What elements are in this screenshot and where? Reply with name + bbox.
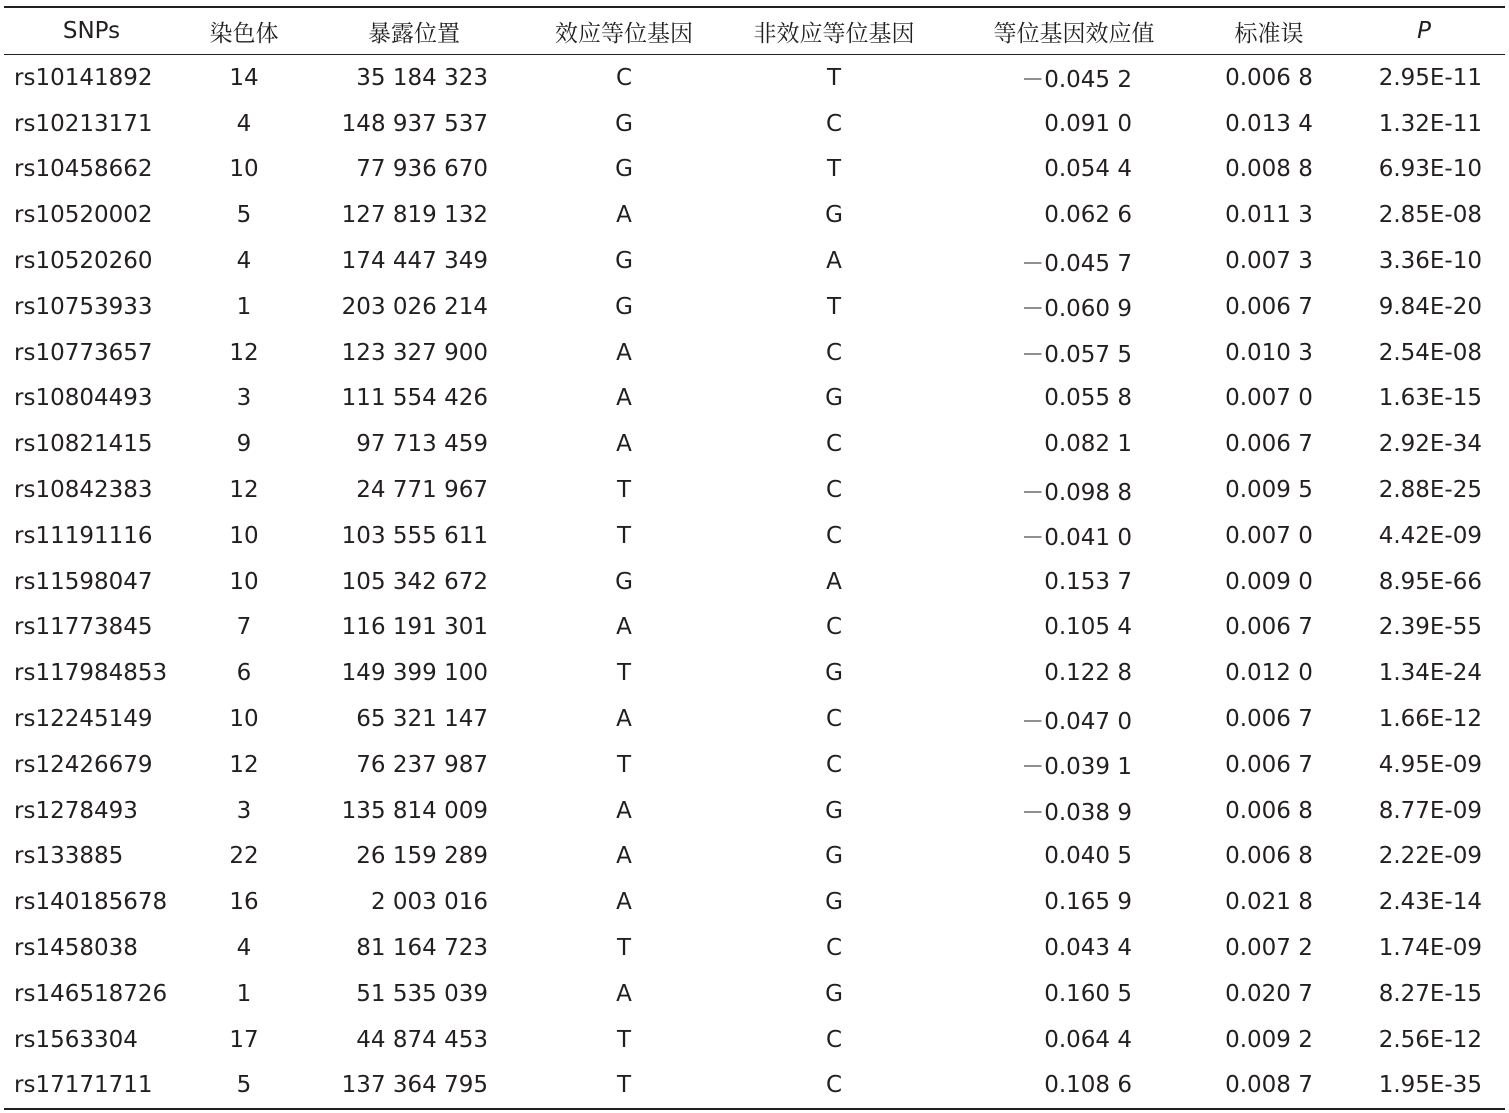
cell-position: 135 814 009 [341,797,488,824]
cell-standard-error: 0.013 4 [1225,110,1313,137]
cell-effect-value: －0.045 7 [1021,250,1132,277]
cell-chromosome: 12 [229,477,259,504]
cell-position: 97 713 459 [356,431,488,458]
cell-snp: rs11191116 [14,522,153,549]
table-row [4,696,1505,742]
cell-snp: rs133885 [14,843,124,870]
cell-standard-error: 0.021 8 [1225,889,1313,916]
cell-effect-value: 0.055 8 [1044,385,1132,412]
cell-effect-allele: T [616,477,632,504]
cell-p-value: 1.32E-11 [1378,110,1482,137]
cell-p-value: 1.95E-35 [1378,1072,1482,1099]
table-row [4,147,1505,193]
cell-standard-error: 0.006 8 [1225,64,1313,91]
cell-snp: rs10141892 [14,64,153,91]
cell-chromosome: 10 [229,568,259,595]
cell-non-effect-allele: G [825,980,843,1007]
cell-standard-error: 0.007 2 [1225,935,1313,962]
header-standard-error: 标准误 [1234,20,1304,47]
cell-chromosome: 1 [236,980,252,1007]
cell-p-value: 3.36E-10 [1378,248,1482,275]
table-row [4,101,1505,147]
cell-position: 26 159 289 [356,843,488,870]
cell-standard-error: 0.010 3 [1225,339,1313,366]
cell-effect-value: 0.091 0 [1044,110,1132,137]
cell-position: 203 026 214 [341,293,488,320]
cell-position: 137 364 795 [341,1072,488,1099]
cell-non-effect-allele: G [825,797,843,824]
cell-snp: rs17171711 [14,1072,153,1099]
cell-effect-allele: A [616,385,632,412]
table-row [4,284,1505,330]
cell-effect-value: 0.165 9 [1044,889,1132,916]
header-p-value: P [1417,18,1431,44]
cell-non-effect-allele: C [825,706,843,733]
table-row [4,376,1505,422]
table-row [4,238,1505,284]
cell-non-effect-allele: C [825,431,843,458]
cell-effect-value: －0.057 5 [1021,342,1132,369]
cell-chromosome: 5 [236,202,252,229]
cell-non-effect-allele: G [825,202,843,229]
table-row [4,192,1505,238]
cell-effect-value: 0.160 5 [1044,980,1132,1007]
cell-chromosome: 12 [229,339,259,366]
cell-effect-allele: A [616,706,632,733]
cell-non-effect-allele: C [825,110,843,137]
cell-standard-error: 0.009 0 [1225,568,1313,595]
cell-position: 81 164 723 [356,935,488,962]
cell-p-value: 8.95E-66 [1378,568,1482,595]
table-body [4,55,1505,1108]
cell-chromosome: 4 [236,248,252,275]
cell-effect-allele: T [616,522,632,549]
cell-snp: rs11773845 [14,614,153,641]
cell-non-effect-allele: T [826,64,842,91]
table-row [4,421,1505,467]
cell-p-value: 2.92E-34 [1378,431,1482,458]
cell-p-value: 1.74E-09 [1378,935,1482,962]
cell-snp: rs12245149 [14,706,153,733]
cell-p-value: 2.22E-09 [1378,843,1482,870]
cell-position: 116 191 301 [341,614,488,641]
cell-position: 174 447 349 [341,248,488,275]
cell-chromosome: 10 [229,156,259,183]
cell-effect-allele: T [616,935,632,962]
cell-chromosome: 17 [229,1026,259,1053]
cell-p-value: 6.93E-10 [1378,156,1482,183]
cell-non-effect-allele: C [825,1072,843,1099]
cell-effect-allele: G [615,293,633,320]
cell-standard-error: 0.006 7 [1225,751,1313,778]
cell-standard-error: 0.012 0 [1225,660,1313,687]
cell-snp: rs10520002 [14,202,153,229]
cell-chromosome: 3 [236,797,252,824]
header-snps: SNPs [62,18,121,44]
cell-snp: rs146518726 [14,980,168,1007]
cell-effect-value: －0.047 0 [1021,708,1132,735]
cell-effect-value: －0.060 9 [1021,296,1132,323]
cell-standard-error: 0.011 3 [1225,202,1313,229]
cell-effect-value: －0.045 2 [1021,67,1132,94]
cell-standard-error: 0.006 7 [1225,614,1313,641]
table-row [4,788,1505,834]
cell-non-effect-allele: G [825,385,843,412]
cell-non-effect-allele: G [825,889,843,916]
cell-effect-value: 0.153 7 [1044,568,1132,595]
cell-chromosome: 6 [236,660,252,687]
cell-position: 111 554 426 [341,385,488,412]
table-row [4,925,1505,971]
cell-snp: rs140185678 [14,889,168,916]
header-chromosome: 染色体 [209,20,279,47]
cell-position: 149 399 100 [341,660,488,687]
cell-standard-error: 0.006 7 [1225,706,1313,733]
cell-snp: rs10804493 [14,385,153,412]
cell-chromosome: 22 [229,843,259,870]
cell-p-value: 2.43E-14 [1378,889,1482,916]
cell-standard-error: 0.007 3 [1225,248,1313,275]
cell-position: 123 327 900 [341,339,488,366]
cell-position: 77 936 670 [356,156,488,183]
snp-table [4,6,1505,1110]
cell-effect-allele: A [616,431,632,458]
cell-position: 76 237 987 [356,751,488,778]
cell-p-value: 4.42E-09 [1378,522,1482,549]
cell-effect-allele: T [616,660,632,687]
table-row [4,605,1505,651]
cell-position: 2 003 016 [370,889,488,916]
cell-effect-value: 0.082 1 [1044,431,1132,458]
cell-effect-allele: C [615,64,633,91]
cell-p-value: 1.34E-24 [1378,660,1482,687]
cell-standard-error: 0.007 0 [1225,385,1313,412]
cell-chromosome: 16 [229,889,259,916]
cell-standard-error: 0.020 7 [1225,980,1313,1007]
cell-effect-allele: G [615,568,633,595]
table-header-row [4,8,1505,54]
cell-effect-allele: A [616,614,632,641]
cell-effect-allele: T [616,751,632,778]
cell-chromosome: 9 [236,431,252,458]
cell-p-value: 8.27E-15 [1378,980,1482,1007]
cell-non-effect-allele: A [826,248,842,275]
table-row [4,513,1505,559]
cell-non-effect-allele: C [825,751,843,778]
cell-snp: rs10520260 [14,248,153,275]
cell-chromosome: 4 [236,110,252,137]
cell-effect-allele: T [616,1072,632,1099]
cell-effect-allele: A [616,980,632,1007]
cell-effect-value: 0.040 5 [1044,843,1132,870]
cell-snp: rs1458038 [14,935,138,962]
cell-non-effect-allele: C [825,614,843,641]
cell-chromosome: 7 [236,614,252,641]
cell-p-value: 2.54E-08 [1378,339,1482,366]
cell-effect-value: 0.122 8 [1044,660,1132,687]
cell-effect-value: －0.098 8 [1021,479,1132,506]
cell-snp: rs11598047 [14,568,153,595]
cell-chromosome: 10 [229,706,259,733]
cell-p-value: 4.95E-09 [1378,751,1482,778]
cell-effect-value: 0.062 6 [1044,202,1132,229]
table-row [4,1017,1505,1063]
header-effect-allele: 效应等位基因 [555,20,693,47]
cell-effect-allele: G [615,156,633,183]
cell-p-value: 9.84E-20 [1378,293,1482,320]
cell-effect-allele: A [616,339,632,366]
cell-effect-allele: A [616,889,632,916]
cell-snp: rs117984853 [14,660,168,687]
cell-p-value: 1.66E-12 [1378,706,1482,733]
cell-position: 103 555 611 [341,522,488,549]
cell-standard-error: 0.009 2 [1225,1026,1313,1053]
table-row [4,330,1505,376]
cell-standard-error: 0.007 0 [1225,522,1313,549]
table-bottom-rule [4,1108,1505,1110]
cell-non-effect-allele: C [825,339,843,366]
cell-chromosome: 12 [229,751,259,778]
header-allele-effect-value: 等位基因效应值 [993,20,1155,47]
cell-non-effect-allele: A [826,568,842,595]
cell-p-value: 2.85E-08 [1378,202,1482,229]
cell-position: 51 535 039 [356,980,488,1007]
cell-effect-value: 0.043 4 [1044,935,1132,962]
cell-non-effect-allele: C [825,522,843,549]
cell-chromosome: 1 [236,293,252,320]
cell-non-effect-allele: G [825,843,843,870]
cell-position: 44 874 453 [356,1026,488,1053]
table-row [4,1063,1505,1109]
header-exposure-position: 暴露位置 [368,20,460,47]
cell-p-value: 2.88E-25 [1378,477,1482,504]
cell-chromosome: 10 [229,522,259,549]
cell-p-value: 2.39E-55 [1378,614,1482,641]
cell-standard-error: 0.006 7 [1225,293,1313,320]
cell-standard-error: 0.008 8 [1225,156,1313,183]
cell-standard-error: 0.006 8 [1225,843,1313,870]
cell-chromosome: 3 [236,385,252,412]
cell-position: 65 321 147 [356,706,488,733]
table-row [4,650,1505,696]
cell-effect-value: 0.108 6 [1044,1072,1132,1099]
cell-effect-value: 0.064 4 [1044,1026,1132,1053]
cell-chromosome: 5 [236,1072,252,1099]
cell-effect-allele: A [616,202,632,229]
cell-non-effect-allele: T [826,293,842,320]
cell-effect-value: 0.105 4 [1044,614,1132,641]
cell-snp: rs12426679 [14,751,153,778]
cell-position: 24 771 967 [356,477,488,504]
cell-non-effect-allele: C [825,1026,843,1053]
cell-snp: rs1278493 [14,797,138,824]
table-row [4,742,1505,788]
cell-snp: rs10821415 [14,431,153,458]
table-row [4,834,1505,880]
cell-non-effect-allele: C [825,935,843,962]
cell-effect-allele: T [616,1026,632,1053]
cell-position: 105 342 672 [341,568,488,595]
cell-p-value: 8.77E-09 [1378,797,1482,824]
cell-non-effect-allele: T [826,156,842,183]
cell-effect-value: －0.039 1 [1021,754,1132,781]
cell-effect-allele: G [615,248,633,275]
cell-position: 127 819 132 [341,202,488,229]
cell-standard-error: 0.009 5 [1225,477,1313,504]
cell-chromosome: 14 [229,64,259,91]
cell-snp: rs10458662 [14,156,153,183]
cell-chromosome: 4 [236,935,252,962]
table-row [4,971,1505,1017]
table-row [4,467,1505,513]
table-row [4,879,1505,925]
cell-effect-allele: A [616,797,632,824]
cell-standard-error: 0.006 7 [1225,431,1313,458]
cell-snp: rs10213171 [14,110,153,137]
cell-p-value: 2.56E-12 [1378,1026,1482,1053]
cell-snp: rs10753933 [14,293,153,320]
table-row [4,559,1505,605]
cell-standard-error: 0.008 7 [1225,1072,1313,1099]
table-row [4,55,1505,101]
cell-effect-allele: A [616,843,632,870]
cell-position: 35 184 323 [356,64,488,91]
cell-position: 148 937 537 [341,110,488,137]
cell-effect-value: 0.054 4 [1044,156,1132,183]
cell-snp: rs10773657 [14,339,153,366]
header-non-effect-allele: 非效应等位基因 [753,20,915,47]
cell-non-effect-allele: G [825,660,843,687]
cell-effect-value: －0.038 9 [1021,800,1132,827]
cell-snp: rs1563304 [14,1026,138,1053]
cell-non-effect-allele: C [825,477,843,504]
cell-effect-value: －0.041 0 [1021,525,1132,552]
cell-effect-allele: G [615,110,633,137]
cell-standard-error: 0.006 8 [1225,797,1313,824]
cell-p-value: 2.95E-11 [1378,64,1482,91]
cell-p-value: 1.63E-15 [1378,385,1482,412]
cell-snp: rs10842383 [14,477,153,504]
